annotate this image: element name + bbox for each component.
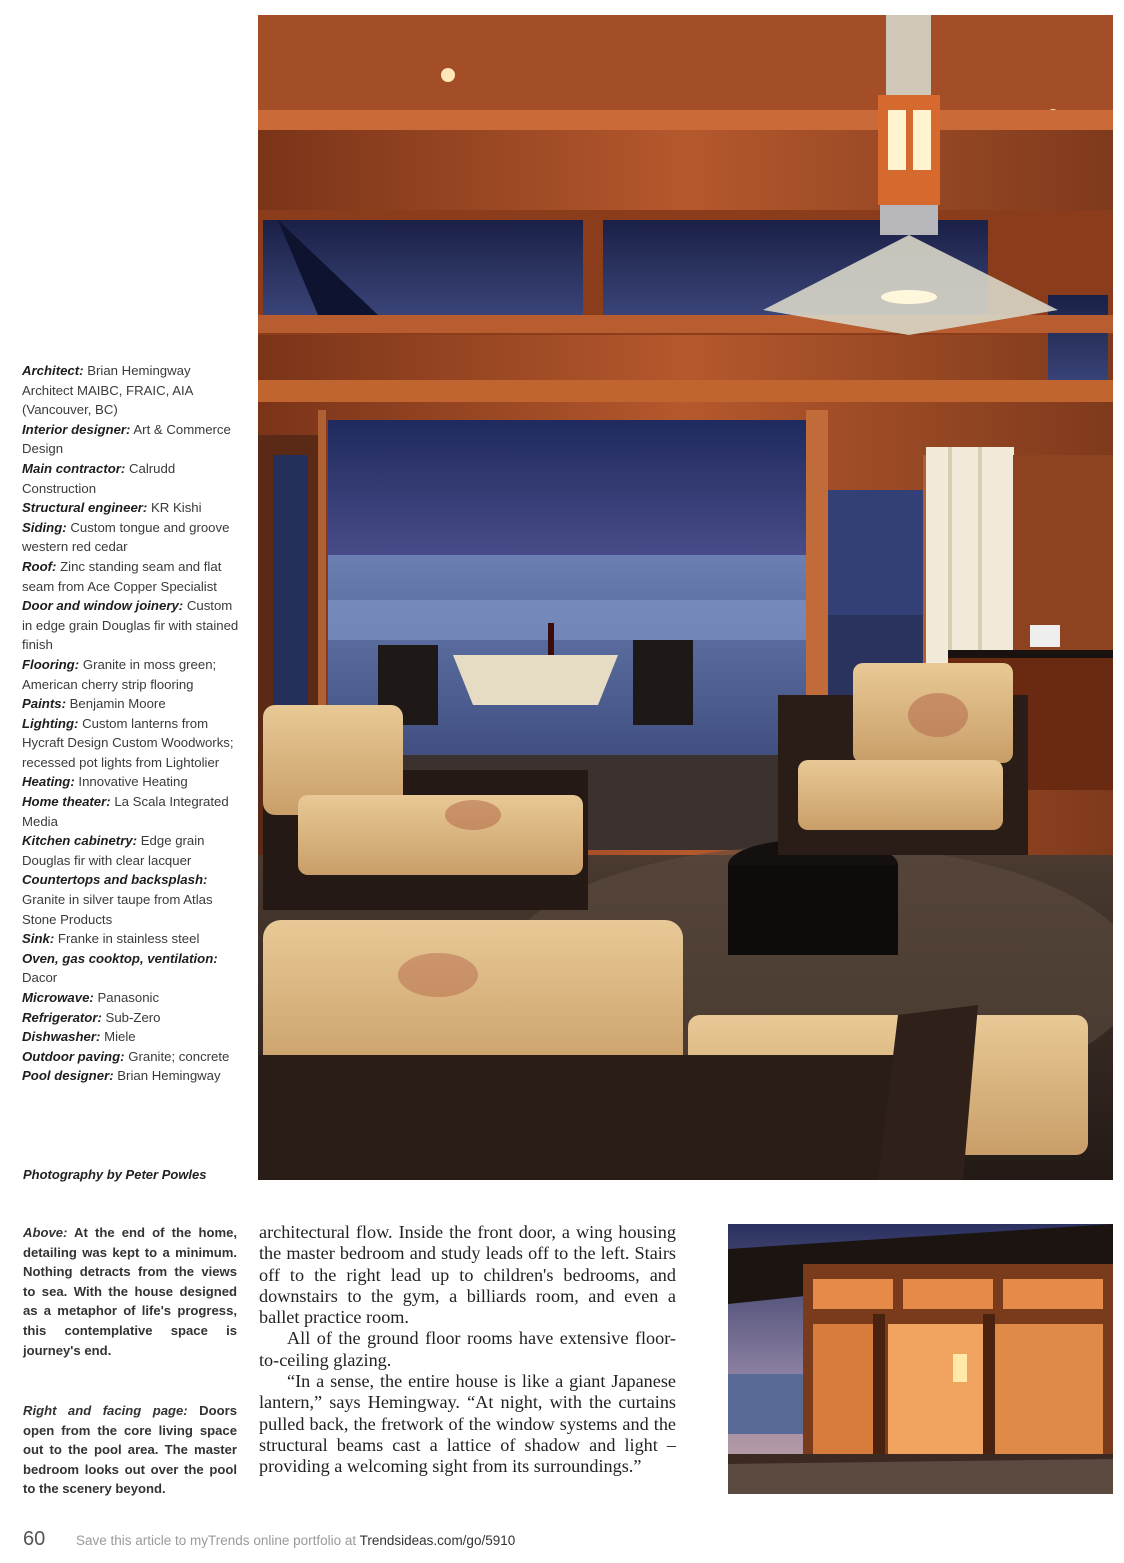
credit-value: Edge grain Douglas fir with clear lacquer [22, 833, 205, 868]
credit-label: Pool designer: [22, 1068, 114, 1084]
credit-value: Miele [104, 1029, 136, 1045]
credit-label: Lighting: [22, 715, 79, 731]
credit-value: Zinc standing seam and flat seam from Ace Copper Specialist [22, 558, 222, 594]
credit-value: Brian Hemingway [117, 1068, 221, 1084]
credit-value: Granite in moss green; American cherry strip flooring [22, 656, 217, 692]
credit-entry [22, 1047, 242, 1067]
credit-entry [22, 831, 242, 870]
credit-value: Sub-Zero [105, 1009, 161, 1025]
credit-value: Granite in silver taupe from Atlas Stone Products [22, 892, 213, 927]
body-paragraph-1: architectural flow. Inside the front door, a wing housing the master bedroom and study leads off to the left. Stairs off to the right lead up to children's bedrooms, and downstairs to the gym, a billiards room, and even a ballet practice room. [259, 1222, 676, 1328]
exterior-photo [728, 1224, 1113, 1494]
credit-value: Panasonic [97, 990, 160, 1005]
main-photo [258, 15, 1113, 1180]
credit-value: Brian Hemingway Architect MAIBC, FRAIC, AIA (Vancouver, BC) [22, 363, 193, 418]
credit-entry [22, 1027, 242, 1047]
credit-entry [22, 1008, 242, 1028]
credits-list [22, 361, 242, 1086]
credit-label: Sink: [22, 931, 55, 947]
credit-entry [22, 870, 242, 929]
credit-entry [22, 498, 242, 518]
caption-above [23, 1223, 237, 1360]
caption-right [23, 1401, 237, 1499]
credit-value: KR Kishi [150, 500, 202, 516]
credit-label: Roof: [22, 558, 57, 574]
credit-label: Countertops and backsplash: [22, 872, 208, 888]
footer-text: Save this article to myTrends online portfolio at [76, 1533, 360, 1548]
credit-entry [22, 714, 242, 773]
credit-label: Main contractor: [22, 460, 126, 476]
credit-value: Art & Commerce Design [22, 421, 231, 457]
caption-right-text: Doors open from the core living space out to the pool area. The master bedroom looks out over the pool to the scenery beyond. [23, 1403, 238, 1497]
credit-label: Flooring: [22, 656, 80, 672]
credit-entry [22, 518, 242, 557]
credit-label: Architect: [22, 363, 84, 378]
caption-above-text: At the end of the home, detailing was kept to a minimum. Nothing detracts from the views to sea. With the house designed as a metaphor of life's progress, this contemplative space is journey's end. [23, 1225, 238, 1358]
body-paragraph-2: All of the ground floor rooms have extensive floor-to-ceiling glazing. [259, 1328, 676, 1370]
credit-entry [22, 459, 242, 498]
credit-label: Home theater: [22, 794, 111, 810]
footer-note [76, 1533, 515, 1548]
credit-entry [22, 929, 242, 949]
credit-label: Microwave: [22, 990, 94, 1005]
credit-value: Custom tongue and groove western red cedar [22, 519, 230, 555]
credit-entry [22, 361, 242, 420]
credit-value: Dacor [22, 970, 58, 986]
credit-label: Interior designer: [22, 421, 131, 437]
credit-label: Dishwasher: [22, 1029, 101, 1045]
caption-above-lead: Above: [23, 1225, 68, 1240]
credit-value: Custom in edge grain Douglas fir with stained finish [22, 598, 239, 653]
credit-label: Outdoor paving: [22, 1048, 125, 1064]
credit-entry [22, 988, 242, 1008]
footer-link[interactable]: Trendsideas.com/go/5910 [359, 1533, 516, 1548]
credit-value: Granite; concrete [128, 1048, 230, 1064]
credit-label: Structural engineer: [22, 500, 148, 516]
credit-label: Oven, gas cooktop, ventilation: [22, 950, 218, 966]
credit-entry [22, 596, 242, 655]
credit-entry [22, 694, 242, 714]
credit-label: Siding: [22, 519, 67, 535]
credit-label: Door and window joinery: [22, 598, 184, 614]
credit-entry [22, 792, 242, 831]
credit-label: Kitchen cabinetry: [22, 833, 138, 849]
credit-entry [22, 772, 242, 792]
credit-value: La Scala Integrated Media [22, 794, 229, 829]
page-number: 60 [23, 1528, 46, 1550]
credit-entry [22, 949, 242, 988]
credit-label: Paints: [22, 696, 66, 712]
credit-entry [22, 420, 242, 459]
credit-value: Custom lanterns from Hycraft Design Custom Woodworks; recessed pot lights from Lightolier [22, 715, 234, 770]
caption-right-lead: Right and facing page: [23, 1403, 188, 1418]
photo-credit: Photography by Peter Powles [23, 1167, 207, 1182]
credit-value: Innovative Heating [78, 774, 188, 790]
credit-value: Franke in stainless steel [57, 931, 200, 947]
article-body [259, 1222, 676, 1478]
credit-entry [22, 557, 242, 596]
credit-value: Calrudd Construction [22, 460, 176, 496]
credit-label: Heating: [22, 774, 75, 790]
page-footer [23, 1527, 1103, 1557]
credit-entry [22, 1066, 242, 1086]
credit-value: Benjamin Moore [69, 696, 166, 712]
credit-entry [22, 655, 242, 694]
credit-label: Refrigerator: [22, 1009, 102, 1025]
body-paragraph-3: “In a sense, the entire house is like a giant Japanese lantern,” says Hemingway. “At night, with the curtains pulled back, the fretwork of the window systems and the structural beams cast a lattice of shadow and light – providing a welcoming sight from its surroundings.” [259, 1371, 676, 1477]
